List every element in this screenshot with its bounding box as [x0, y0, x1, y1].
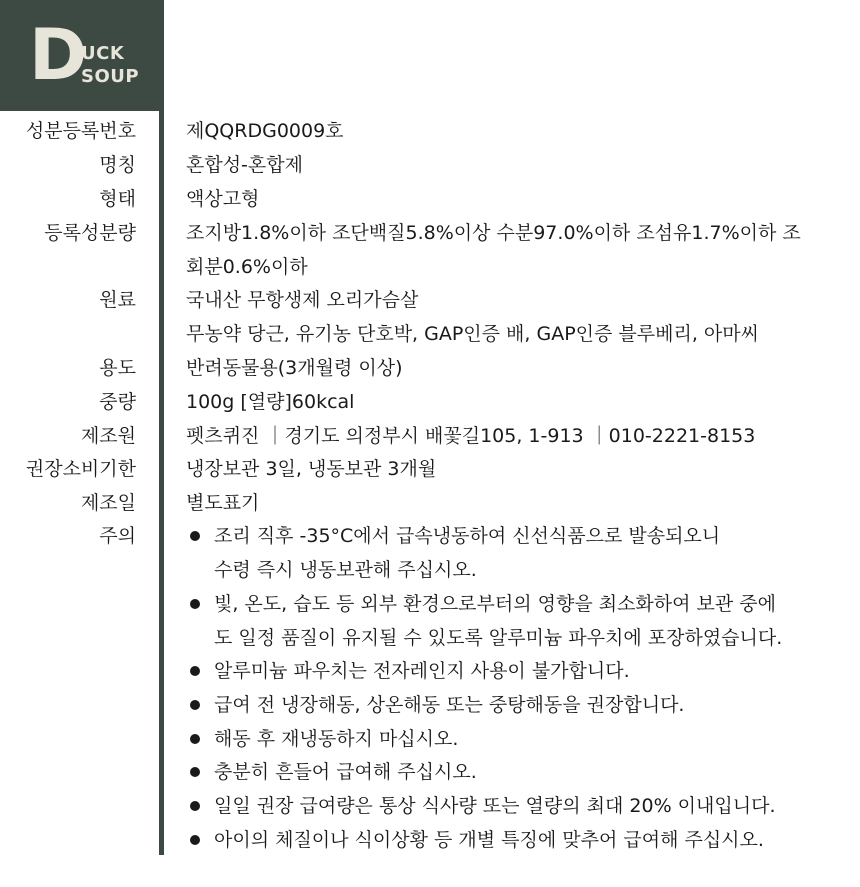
label-usage: 용도 [99, 357, 136, 379]
label-ingredients: 원료 [99, 289, 136, 311]
duck-soup-logo [0, 0, 164, 111]
bullet-icon [190, 531, 200, 541]
label-maker: 제조원 [80, 425, 136, 447]
caution-item-1: 조리 직후 -35°C에서 급속냉동하여 신선식품으로 발송되오니 [214, 525, 721, 547]
caution-item-2-cont: 도 일정 품질이 유지될 수 있도록 알루미늄 파우치에 포장하였습니다. [214, 627, 783, 649]
row-reg-no [0, 114, 860, 148]
label-composition: 등록성분량 [44, 222, 136, 244]
value-form: 액상고형 [186, 188, 260, 210]
bullet-icon [190, 700, 200, 710]
logo-line-1: UCK [81, 43, 125, 64]
bullet-icon [190, 666, 200, 676]
value-usage: 반려동물용(3개월령 이상) [186, 357, 403, 379]
logo-line-2: SOUP [81, 66, 140, 87]
row-weight [0, 385, 860, 419]
caution-item-6: 충분히 흔들어 급여해 주십시오. [214, 761, 477, 783]
caution-item-4: 급여 전 냉장해동, 상온해동 또는 중탕해동을 권장합니다. [214, 694, 685, 716]
caution-item-8: 아이의 체질이나 식이상황 등 개별 특징에 맞추어 급여해 주십시오. [214, 829, 764, 851]
label-shelf: 권장소비기한 [25, 458, 136, 480]
value-ingredients-line-1: 국내산 무항생제 오리가슴살 [186, 289, 419, 311]
value-mfg-date: 별도표기 [186, 492, 260, 514]
row-mfg-date [0, 486, 860, 520]
row-ingredients [0, 283, 860, 317]
logo-initial: D [29, 14, 88, 96]
row-ingredients-cont [0, 317, 860, 351]
row-usage [0, 351, 860, 385]
row-composition [0, 216, 860, 250]
value-composition-line-2: 회분0.6%이하 [186, 256, 308, 278]
label-caution: 주의 [99, 525, 136, 547]
caution-item-5: 해동 후 재냉동하지 마십시오. [214, 728, 459, 750]
bullet-icon [190, 801, 200, 811]
caution-item-1-cont: 수령 즉시 냉동보관해 주십시오. [214, 559, 477, 581]
value-reg-no: 제QQRDG0009호 [186, 120, 344, 142]
value-weight: 100g [열량]60kcal [186, 391, 355, 413]
bullet-icon [190, 734, 200, 744]
label-reg-no: 성분등록번호 [25, 120, 136, 142]
label-mfg-date: 제조일 [80, 492, 136, 514]
row-composition-cont [0, 250, 860, 284]
value-name: 혼합성-혼합제 [186, 154, 303, 176]
row-shelf [0, 452, 860, 486]
value-maker: 펫츠퀴진 ｜경기도 의정부시 배꽃길105, 1-913 ｜010-2221-8153 [186, 425, 756, 447]
bullet-icon [190, 599, 200, 609]
value-shelf: 냉장보관 3일, 냉동보관 3개월 [186, 458, 437, 480]
label-form: 형태 [99, 188, 136, 210]
label-name: 명칭 [99, 154, 136, 176]
label-weight: 중량 [99, 391, 136, 413]
row-maker [0, 419, 860, 453]
value-composition-line-1: 조지방1.8%이하 조단백질5.8%이상 수분97.0%이하 조섬유1.7%이하 조 [186, 222, 801, 244]
caution-item-3: 알루미늄 파우치는 전자레인지 사용이 불가합니다. [214, 660, 630, 682]
bullet-icon [190, 835, 200, 845]
caution-item-7: 일일 권장 급여량은 통상 식사량 또는 열량의 최대 20% 이내입니다. [214, 795, 776, 817]
caution-item-2: 빛, 온도, 습도 등 외부 환경으로부터의 영향을 최소화하여 보관 중에 [214, 593, 776, 615]
row-form [0, 182, 860, 216]
value-ingredients-line-2: 무농약 당근, 유기농 단호박, GAP인증 배, GAP인증 블루베리, 아마씨 [186, 323, 759, 345]
bullet-icon [190, 767, 200, 777]
row-name [0, 148, 860, 182]
